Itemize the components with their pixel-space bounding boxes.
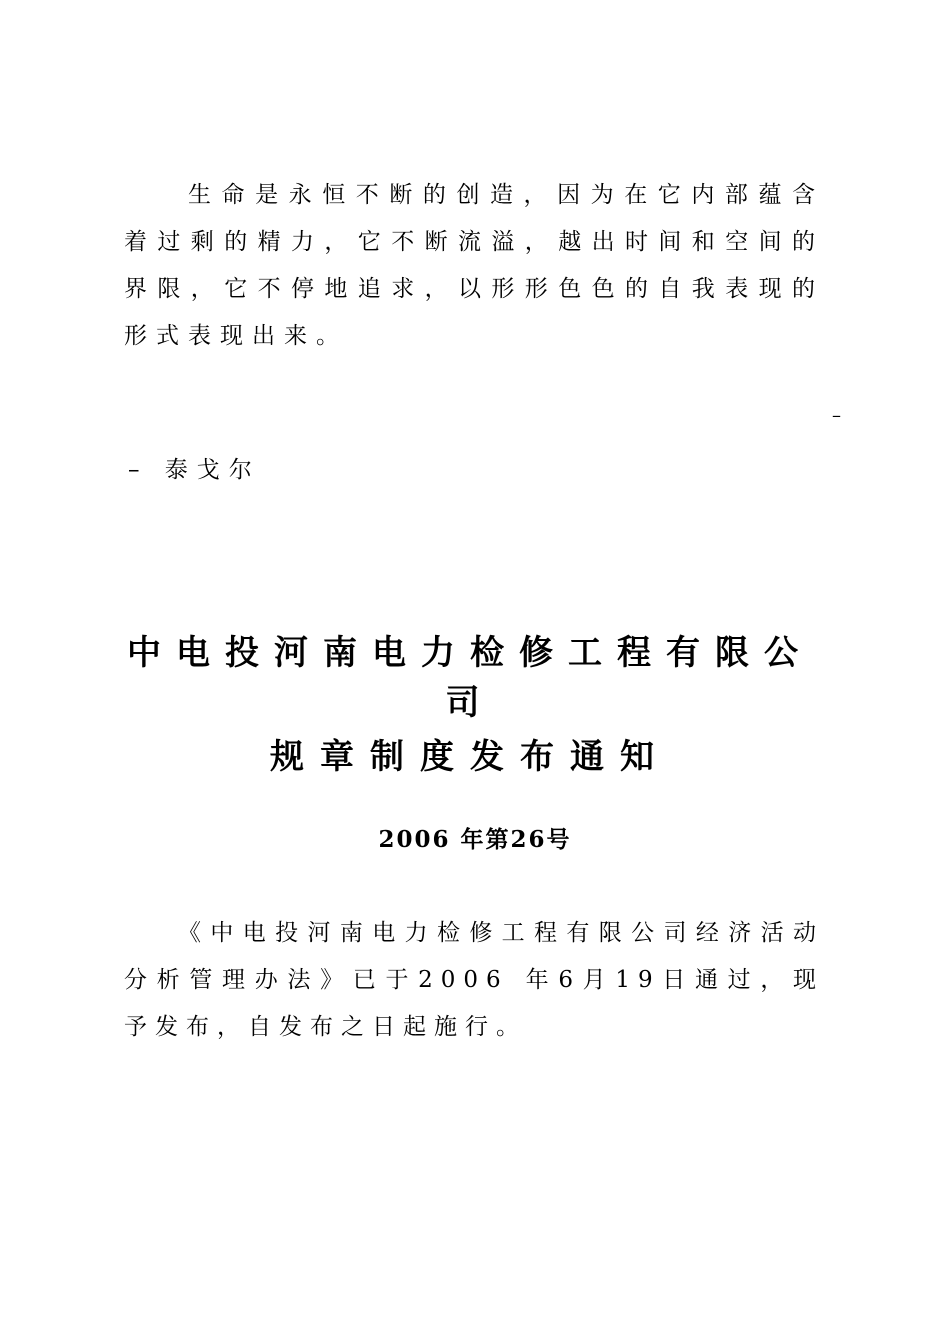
document-number: 2006 年第26号 <box>378 826 572 853</box>
quote-block <box>124 172 824 360</box>
quote-text: 生命是永恒不断的创造，因为在它内部蕴含着过剩的精力，它不断流溢，越出时间和空间的界限，它不停地追求，以形形色色的自我表现的形式表现出来。 <box>124 182 824 349</box>
quote-attribution: – 泰戈尔 <box>128 457 261 483</box>
notice-title-company: 中电投河南电力检修工程有限公司 <box>127 633 813 723</box>
notice-body-text: 《中电投河南电力检修工程有限公司经济活动分析管理办法》已于2006 年6月19日通过，现予发布，自发布之日起施行。 <box>124 920 824 1040</box>
notice-title-subject: 规章制度发布通知 <box>270 737 670 777</box>
notice-body-block <box>124 910 824 1051</box>
notice-title <box>120 628 820 782</box>
quote-dash: – <box>832 405 841 426</box>
